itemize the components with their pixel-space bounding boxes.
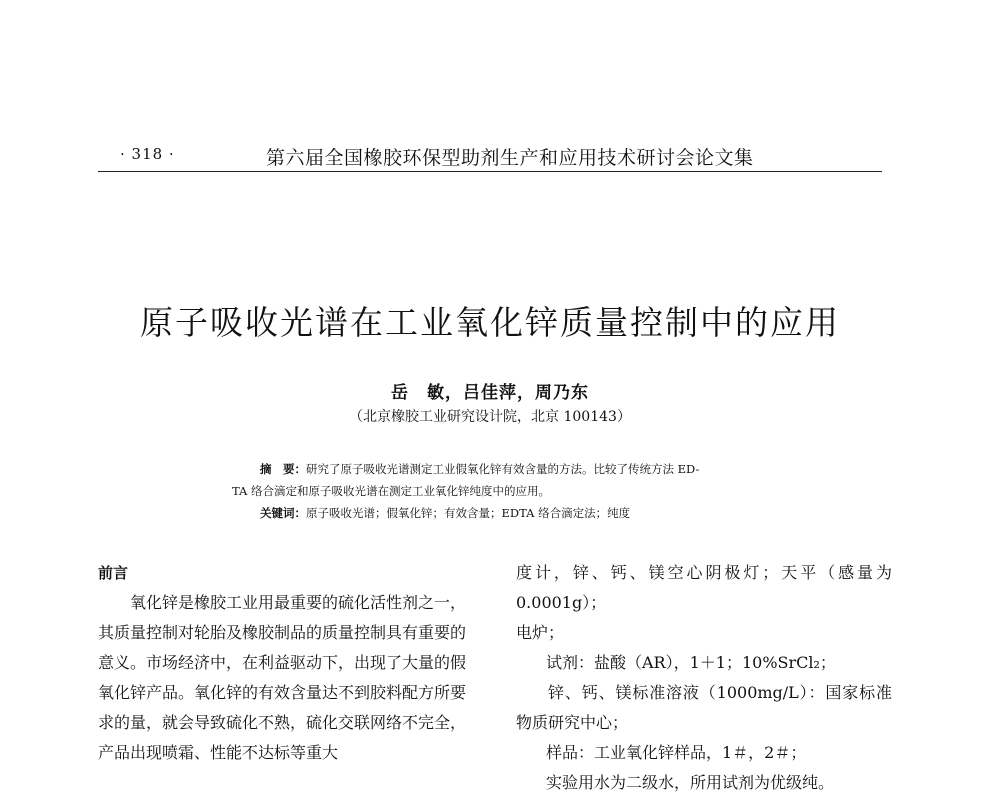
page-header [98, 143, 882, 169]
page-number: · 318 · [120, 145, 175, 163]
section-heading-intro: 前言 [98, 564, 129, 582]
abstract-label: 摘 要： [260, 462, 306, 476]
reagents-line: 试剂：盐酸（AR），1＋1；10%SrCl₂； [546, 653, 836, 672]
keywords-line [232, 502, 752, 524]
article-title: 原子吸收光谱在工业氧化锌质量控制中的应用 [140, 303, 840, 343]
water-line: 实验用水为二级水，所用试剂为优级纯。 [546, 773, 835, 792]
authors: 岳 敏，吕佳萍，周乃东 [391, 383, 589, 403]
intro-paragraph: 氧化锌是橡胶工业用最重要的硫化活性剂之一，其质量控制对轮胎及橡胶制品的质量控制具有重要的意义。市场经济中，在利益驱动下，出现了大量的假氧化锌产品。氧化锌的有效含量达不到胶料配方所要求的量，就会导致硫化不熟，硫化交联网络不完全，产品出现喷霜、性能不达标等重大 [98, 593, 467, 762]
journal-title: 第六届全国橡胶环保型助剂生产和应用技术研讨会论文集 [266, 147, 754, 169]
affiliation: （北京橡胶工业研究设计院，北京 100143） [349, 409, 631, 425]
keywords-label: 关键词： [260, 506, 306, 520]
instrument-line-1: 度计，锌、钙、镁空心阴极灯；天平（感量为0.0001g）； [516, 563, 892, 612]
instrument-line-2: 电炉； [516, 623, 565, 642]
standards-line: 锌、钙、镁标准溶液（1000mg/L）：国家标准物质研究中心； [516, 683, 892, 732]
left-column [98, 558, 466, 768]
abstract-block [232, 458, 752, 524]
header-rule [98, 171, 882, 172]
samples-line: 样品：工业氧化锌样品，1＃，2＃； [546, 743, 807, 762]
abstract-line-2: TA 络合滴定和原子吸收光谱在测定工业氧化锌纯度中的应用。 [232, 484, 550, 498]
right-column [516, 558, 892, 798]
keywords-text: 原子吸收光谱；假氧化锌；有效含量；EDTA 络合滴定法；纯度 [306, 506, 631, 520]
abstract-line-1 [232, 458, 752, 480]
abstract-text-1: 研究了原子吸收光谱测定工业假氧化锌有效含量的方法。比较了传统方法 ED- [306, 462, 700, 476]
